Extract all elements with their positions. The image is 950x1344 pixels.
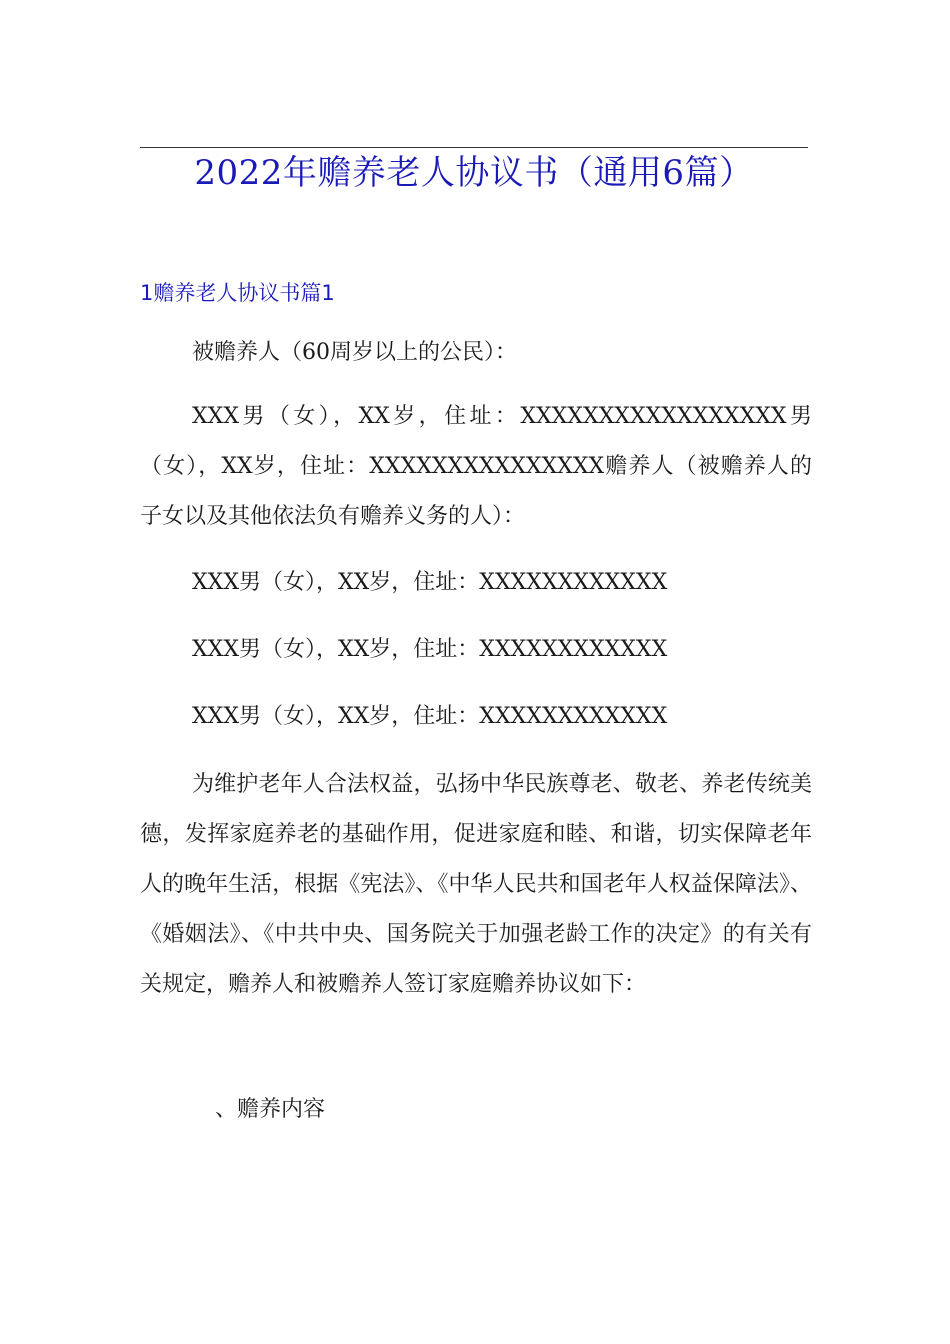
title-rule (140, 147, 808, 148)
preamble-paragraph: 为维护老年人合法权益，弘扬中华民族尊老、敬老、养老传统美德，发挥家庭养老的基础作用，促进家庭和睦、和谐，切实保障老年人的晚年生活，根据《宪法》、《中华人民共和国老年人权益保障法》、《婚姻法》、《中共中央、国务院关于加强老龄工作的决定》的有关有关规定，赡养人和被赡养人签订家庭赡养协议如下： (140, 772, 812, 997)
supported-party-entries: XXX男（女），XX岁，住址：XXXXXXXXXXXXXXXXX男（女），XX岁，住址：XXXXXXXXXXXXXXX赡养人（被赡养人的子女以及其他依法负有赡养义务的人）： (140, 404, 812, 529)
document-title: 2022年赡养老人协议书（通用6篇） (194, 153, 754, 193)
section-heading: 1赡养老人协议书篇1 (140, 281, 335, 305)
supported-party-label: 被赡养人（60周岁以上的公民）： (192, 340, 517, 365)
supporter-entry: XXX男（女），XX岁，住址：XXXXXXXXXXXX (192, 570, 668, 595)
supporter-entry: XXX男（女），XX岁，住址：XXXXXXXXXXXX (192, 637, 668, 662)
supporter-entry: XXX男（女），XX岁，住址：XXXXXXXXXXXX (192, 704, 668, 729)
clause-heading: 、赡养内容 (215, 1097, 326, 1122)
